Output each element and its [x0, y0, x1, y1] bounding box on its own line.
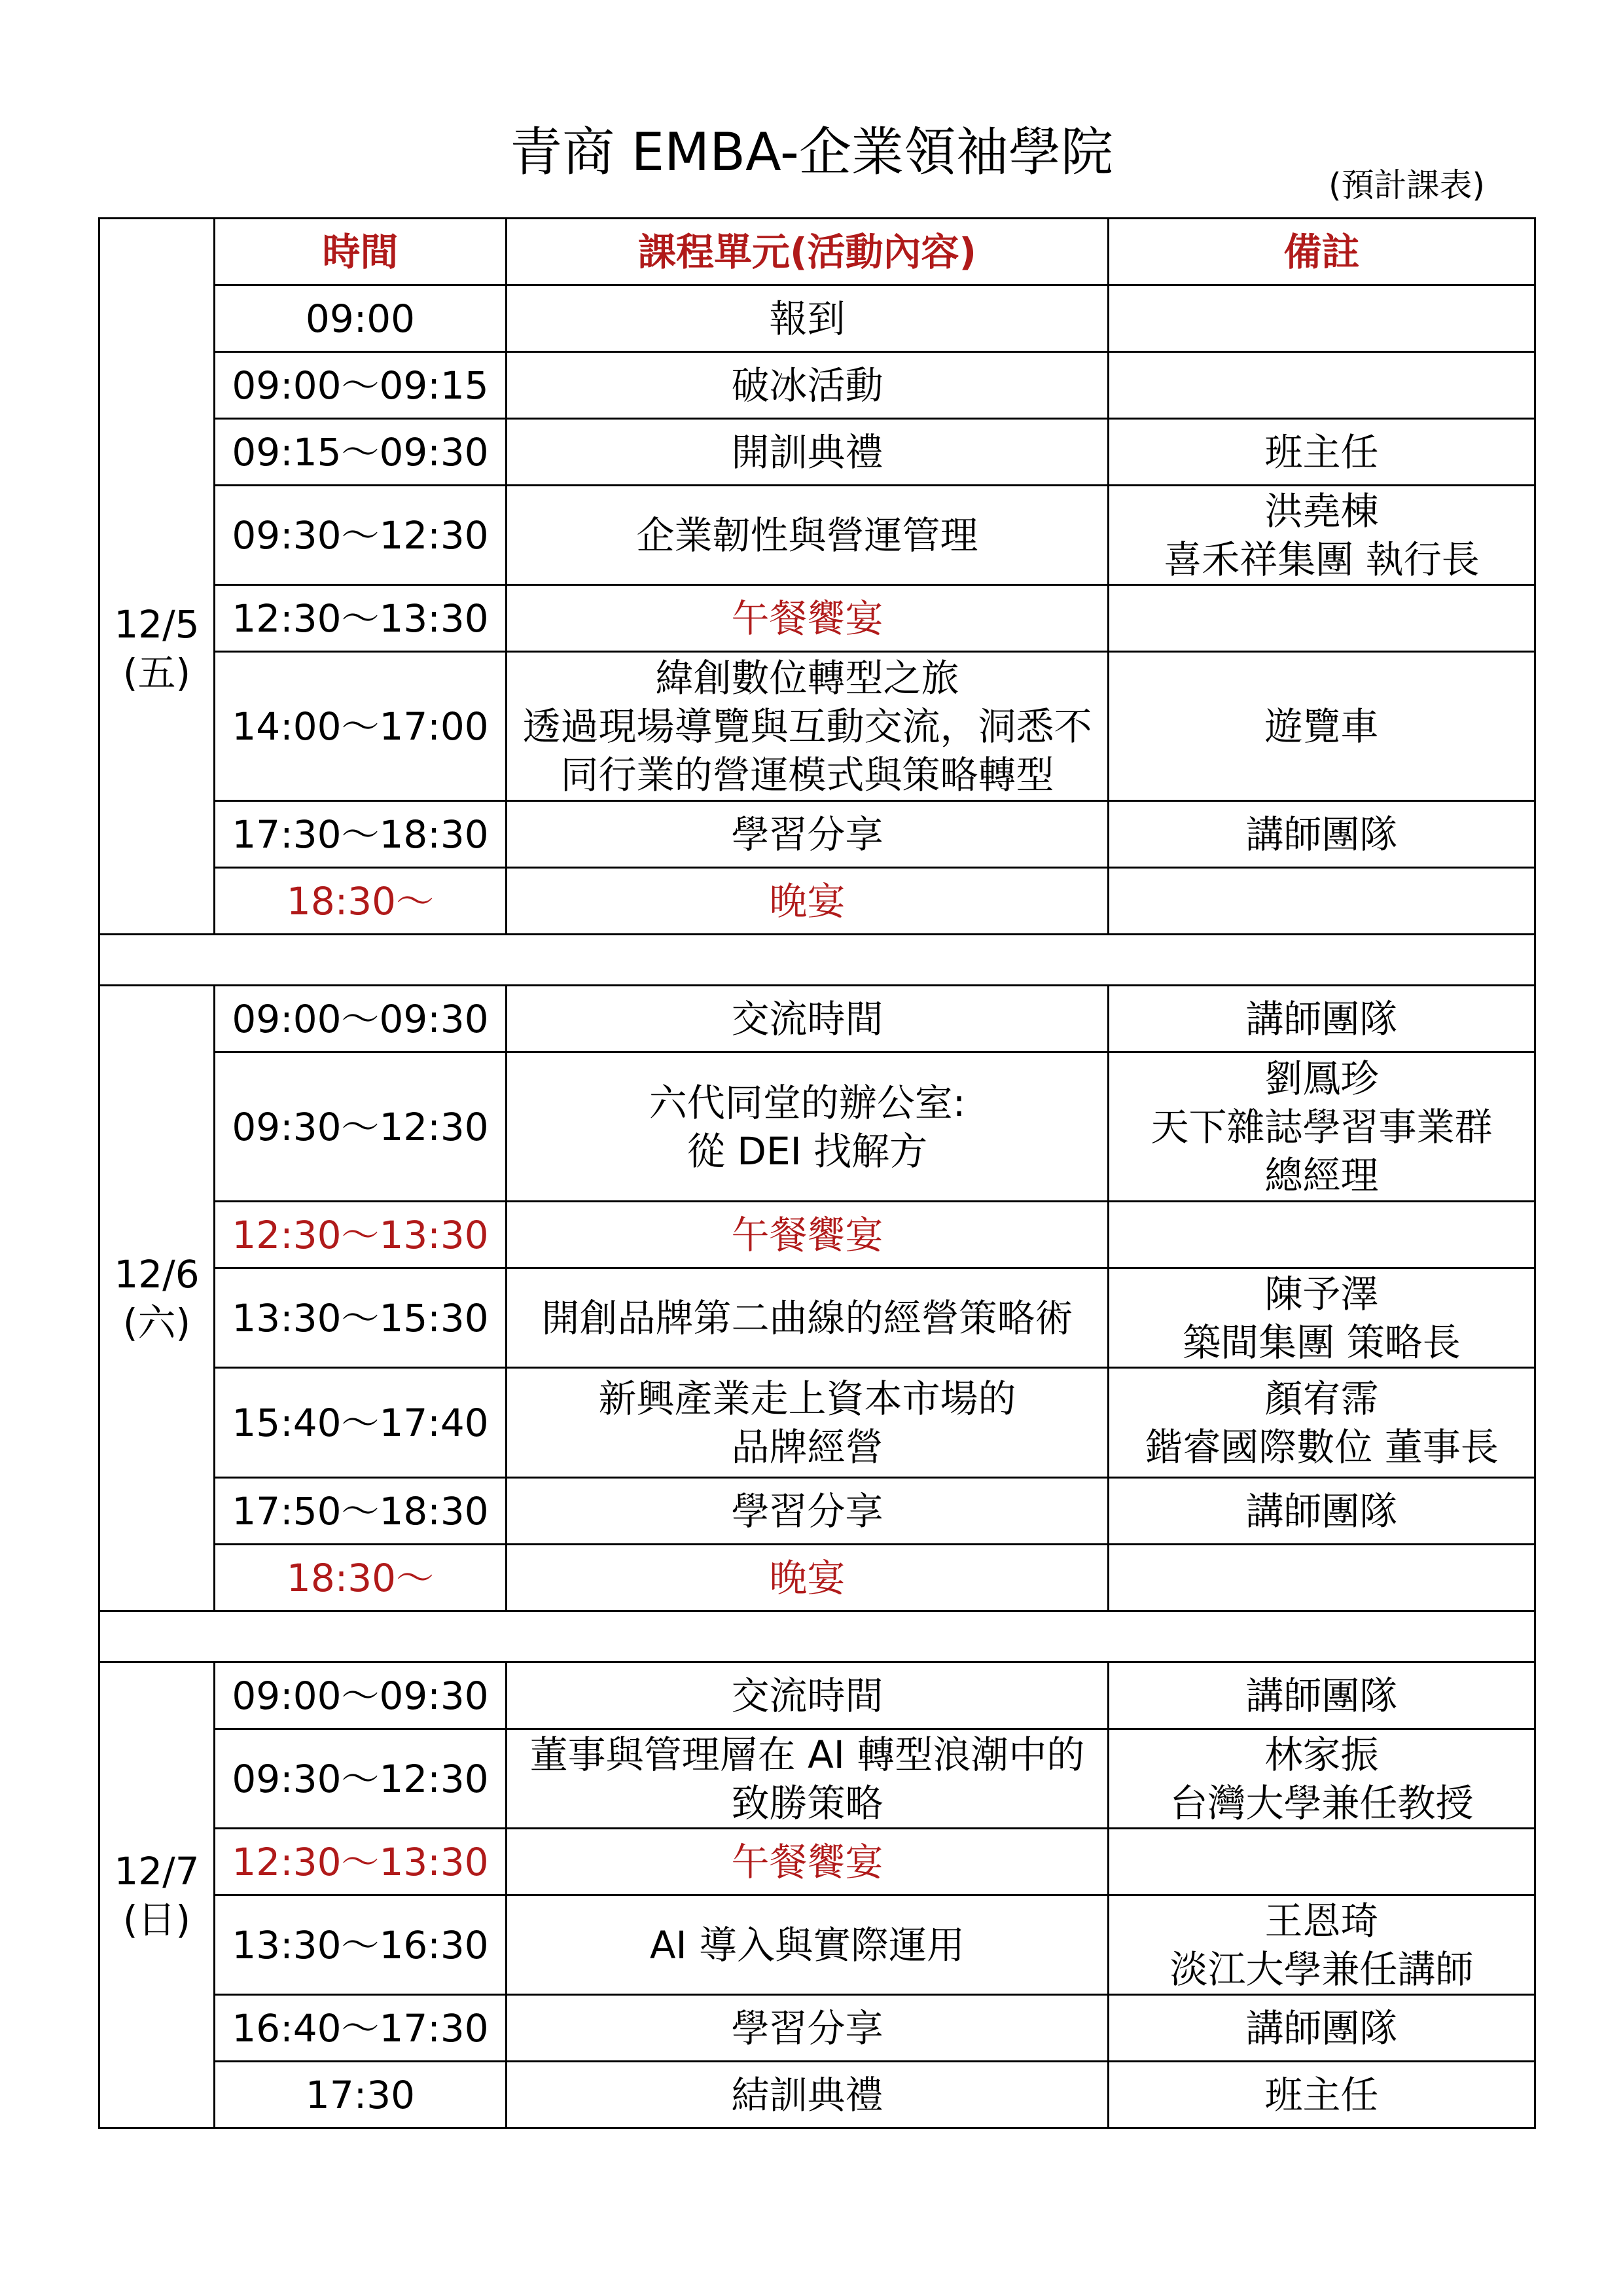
- note-cell: [1109, 1662, 1535, 1729]
- time-cell: 13:30～16:30: [215, 1895, 507, 1995]
- table-row: [99, 585, 1535, 652]
- table-row: [99, 1829, 1535, 1895]
- cell-line: AI 導入與實際運用: [649, 1922, 965, 1967]
- day-weekday: (六): [122, 1300, 191, 1345]
- time-cell: 12:30～13:30: [215, 1202, 507, 1268]
- note-cell: [1109, 1545, 1535, 1611]
- time-cell: 15:40～17:40: [215, 1368, 507, 1478]
- note-cell: [1109, 1995, 1535, 2062]
- cell-line: 同行業的營運模式與策略轉型: [560, 752, 1054, 797]
- cell-line: 遊覽車: [1264, 704, 1379, 749]
- cell-line: 董事與管理層在 AI 轉型浪潮中的: [529, 1732, 1085, 1777]
- cell-line: 交流時間: [731, 1673, 883, 1718]
- course-cell: [507, 1052, 1109, 1202]
- cell-line: 天下雜誌學習事業群: [1150, 1104, 1493, 1149]
- time-cell: 18:30～: [215, 868, 507, 935]
- course-cell: [507, 1368, 1109, 1478]
- table-row: [99, 1995, 1535, 2062]
- table-row: [99, 352, 1535, 419]
- table-row: [99, 1478, 1535, 1545]
- table-row: [99, 1895, 1535, 1995]
- cell-line: 六代同堂的辦公室:: [649, 1080, 966, 1125]
- cell-line: 破冰活動: [731, 363, 883, 408]
- time-cell: 09:00～09:30: [215, 986, 507, 1052]
- time-cell: 17:30～18:30: [215, 801, 507, 868]
- note-cell: [1109, 652, 1535, 801]
- time-cell: 18:30～: [215, 1545, 507, 1611]
- cell-line: 講師團隊: [1245, 996, 1398, 1041]
- cell-line: 午餐饗宴: [731, 1212, 883, 1257]
- course-cell: [507, 352, 1109, 419]
- course-cell: [507, 986, 1109, 1052]
- course-cell: [507, 486, 1109, 585]
- cell-line: 講師團隊: [1245, 812, 1398, 857]
- course-cell: [507, 1478, 1109, 1545]
- schedule-body: [99, 219, 1535, 2128]
- time-cell: 09:00～09:30: [215, 1662, 507, 1729]
- course-cell: [507, 1545, 1109, 1611]
- cell-line: 講師團隊: [1245, 1673, 1398, 1718]
- cell-line: 鍇睿國際數位 董事長: [1145, 1424, 1499, 1469]
- day-separator-row: [99, 935, 1535, 986]
- note-cell: [1109, 1478, 1535, 1545]
- cell-line: 淡江大學兼任講師: [1169, 1946, 1474, 1992]
- course-cell: [507, 1895, 1109, 1995]
- table-row: [99, 2062, 1535, 2128]
- day-date: 12/5: [114, 601, 200, 647]
- time-cell: 09:00～09:15: [215, 352, 507, 419]
- day-date: 12/7: [114, 1848, 200, 1893]
- table-row: [99, 652, 1535, 801]
- cell-line: 班主任: [1264, 2072, 1379, 2117]
- cell-line: 企業韌性與營運管理: [636, 512, 978, 558]
- course-cell: [507, 1662, 1109, 1729]
- cell-line: 總經理: [1264, 1153, 1379, 1198]
- cell-line: 王恩琦: [1264, 1898, 1379, 1943]
- time-cell: 12:30～13:30: [215, 585, 507, 652]
- cell-line: 講師團隊: [1245, 2005, 1398, 2051]
- cell-line: 晚宴: [769, 1555, 846, 1600]
- note-cell: [1109, 285, 1535, 352]
- cell-line: 陳予澤: [1264, 1271, 1379, 1316]
- time-cell: 16:40～17:30: [215, 1995, 507, 2062]
- table-row: [99, 986, 1535, 1052]
- time-cell: 14:00～17:00: [215, 652, 507, 801]
- table-row: [99, 1268, 1535, 1368]
- course-cell: [507, 1268, 1109, 1368]
- cell-line: 緯創數位轉型之旅: [655, 655, 959, 700]
- cell-line: 築間集團 策略長: [1183, 1319, 1461, 1365]
- cell-line: 晚宴: [769, 878, 846, 924]
- table-row: [99, 1202, 1535, 1268]
- time-cell: 09:15～09:30: [215, 419, 507, 486]
- course-cell: [507, 1202, 1109, 1268]
- note-cell: [1109, 1895, 1535, 1995]
- day-weekday: (日): [122, 1897, 191, 1942]
- time-cell: 09:00: [215, 285, 507, 352]
- note-cell: [1109, 1729, 1535, 1829]
- day-cell: [99, 986, 215, 1611]
- note-cell: [1109, 986, 1535, 1052]
- time-cell: 09:30～12:30: [215, 1729, 507, 1829]
- note-cell: [1109, 2062, 1535, 2128]
- cell-line: 班主任: [1264, 429, 1379, 475]
- cell-line: 午餐饗宴: [731, 596, 883, 641]
- day-weekday: (五): [122, 650, 191, 695]
- cell-line: 品牌經營: [731, 1424, 883, 1469]
- course-cell: [507, 1829, 1109, 1895]
- table-row: [99, 1729, 1535, 1829]
- cell-line: 學習分享: [731, 1488, 883, 1534]
- day-date: 12/6: [114, 1251, 200, 1297]
- time-cell: 17:30: [215, 2062, 507, 2128]
- cell-line: 劉鳳珍: [1264, 1056, 1379, 1101]
- day-separator-row: [99, 1611, 1535, 1662]
- note-cell: [1109, 868, 1535, 935]
- time-cell: 17:50～18:30: [215, 1478, 507, 1545]
- note-cell: [1109, 486, 1535, 585]
- note-cell: [1109, 801, 1535, 868]
- note-cell: [1109, 1829, 1535, 1895]
- table-row: [99, 1368, 1535, 1478]
- note-cell: [1109, 1052, 1535, 1202]
- note-cell: [1109, 1202, 1535, 1268]
- header-row: [99, 219, 1535, 285]
- course-cell: [507, 801, 1109, 868]
- time-cell: 09:30～12:30: [215, 486, 507, 585]
- table-row: [99, 1662, 1535, 1729]
- header-time: 時間: [215, 219, 507, 285]
- course-cell: [507, 419, 1109, 486]
- cell-line: 開訓典禮: [731, 429, 883, 475]
- header-note: 備註: [1109, 219, 1535, 285]
- table-row: [99, 868, 1535, 935]
- time-cell: 13:30～15:30: [215, 1268, 507, 1368]
- note-cell: [1109, 419, 1535, 486]
- cell-line: 開創品牌第二曲線的經營策略術: [541, 1295, 1073, 1340]
- cell-line: 學習分享: [731, 2005, 883, 2051]
- cell-line: 喜禾祥集團 執行長: [1164, 537, 1480, 582]
- cell-line: 從 DEI 找解方: [687, 1128, 928, 1174]
- course-cell: [507, 652, 1109, 801]
- header-course: 課程單元(活動內容): [507, 219, 1109, 285]
- cell-line: 交流時間: [731, 996, 883, 1041]
- cell-line: 報到: [769, 296, 846, 341]
- table-row: [99, 801, 1535, 868]
- cell-line: 結訓典禮: [731, 2072, 883, 2117]
- cell-line: 致勝策略: [731, 1780, 883, 1825]
- day-cell: [99, 1662, 215, 2128]
- table-row: [99, 1545, 1535, 1611]
- table-row: [99, 486, 1535, 585]
- time-cell: 09:30～12:30: [215, 1052, 507, 1202]
- course-cell: [507, 868, 1109, 935]
- note-cell: [1109, 1268, 1535, 1368]
- schedule-table: [98, 217, 1536, 2129]
- table-row: [99, 285, 1535, 352]
- cell-line: 洪堯棟: [1264, 488, 1379, 533]
- course-cell: [507, 585, 1109, 652]
- course-cell: [507, 1729, 1109, 1829]
- cell-line: 顏宥霈: [1264, 1376, 1379, 1421]
- cell-line: 林家振: [1264, 1732, 1379, 1777]
- table-row: [99, 419, 1535, 486]
- cell-line: 透過現場導覽與互動交流，洞悉不: [522, 704, 1092, 749]
- course-cell: [507, 285, 1109, 352]
- page-title: 青商 EMBA-企業領袖學院: [510, 122, 1113, 183]
- course-cell: [507, 2062, 1109, 2128]
- table-row: [99, 1052, 1535, 1202]
- day-cell: [99, 219, 215, 935]
- note-cell: [1109, 1368, 1535, 1478]
- day-separator: [99, 1611, 1535, 1662]
- time-cell: 12:30～13:30: [215, 1829, 507, 1895]
- cell-line: 午餐饗宴: [731, 1839, 883, 1884]
- cell-line: 講師團隊: [1245, 1488, 1398, 1534]
- note-cell: [1109, 585, 1535, 652]
- course-cell: [507, 1995, 1109, 2062]
- day-separator: [99, 935, 1535, 986]
- page-subtitle: (預計課表): [1329, 166, 1486, 204]
- cell-line: 學習分享: [731, 812, 883, 857]
- cell-line: 台灣大學兼任教授: [1169, 1780, 1474, 1825]
- note-cell: [1109, 352, 1535, 419]
- cell-line: 新興產業走上資本市場的: [598, 1376, 1016, 1421]
